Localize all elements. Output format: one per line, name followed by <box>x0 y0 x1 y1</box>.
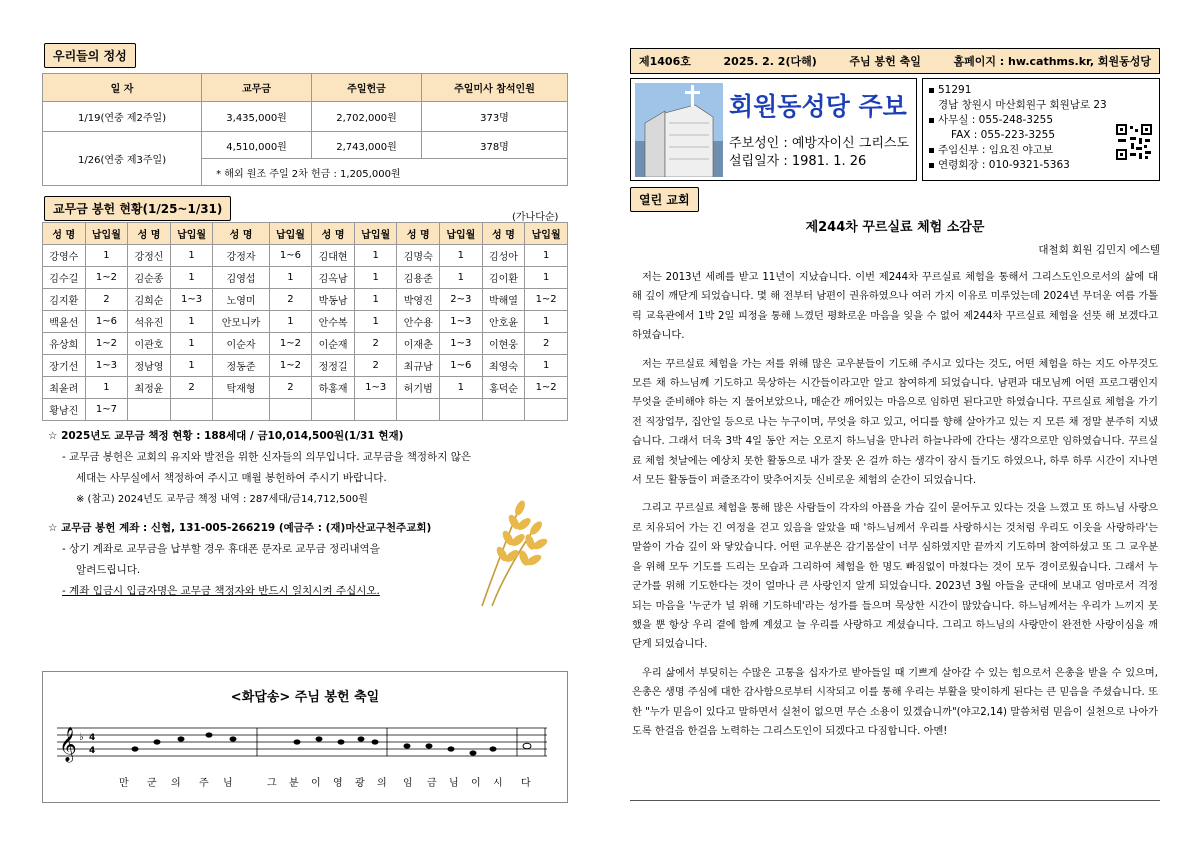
qr-code-icon[interactable] <box>1115 123 1153 161</box>
lyric-syllable: 주 <box>199 778 209 789</box>
offering-attendance: 378명 <box>421 132 567 159</box>
member-name: 하홍재 <box>312 377 355 399</box>
lyric-syllable: 군 <box>147 778 157 789</box>
paid-months: 1~2 <box>525 377 568 399</box>
paid-months: 1 <box>269 267 312 289</box>
paid-months: 2~3 <box>440 289 483 311</box>
svg-text:𝄞: 𝄞 <box>59 727 77 762</box>
song-title: <화답송> 주님 봉헌 축일 <box>230 690 380 705</box>
lyric-syllable: 이 <box>311 778 321 789</box>
member-name: 홍덕순 <box>482 377 525 399</box>
paid-months: 1~3 <box>354 377 397 399</box>
tithe-header: 성 명 <box>43 223 86 245</box>
tithe-section-tag: 교무금 봉헌 현황(1/25~1/31) <box>44 196 231 221</box>
paid-months <box>354 399 397 421</box>
founding-date: 설립일자 : 1981. 1. 26 <box>729 154 867 169</box>
member-name: 노영미 <box>213 289 269 311</box>
open-church-section-tag: 열린 교회 <box>630 187 699 212</box>
member-name: 김이환 <box>482 267 525 289</box>
paid-months: 1 <box>170 245 213 267</box>
member-name: 안수복 <box>312 311 355 333</box>
member-name: 최정윤 <box>128 377 171 399</box>
paid-months <box>170 399 213 421</box>
offering-date: 1/19(연중 제2주일) <box>43 102 202 132</box>
lyric-syllable: 다 <box>521 778 531 789</box>
lyric-syllable: 그 <box>267 778 277 789</box>
paid-months: 1~3 <box>85 355 128 377</box>
member-name: 김영섭 <box>213 267 269 289</box>
issue-number: 제1406호 <box>639 55 691 68</box>
article-body <box>632 268 1158 750</box>
paid-months: 1~2 <box>85 333 128 355</box>
tithe-status-text: - 교무금 봉헌은 교회의 유지와 발전을 위한 신자들의 의무입니다. 교무금을 책정하지 않은 <box>62 451 471 463</box>
table-row <box>43 289 568 311</box>
paid-months: 1 <box>354 311 397 333</box>
paid-months: 1~2 <box>85 267 128 289</box>
member-name: 박해열 <box>482 289 525 311</box>
lyric-syllable: 의 <box>171 778 181 789</box>
paid-months: 1~7 <box>85 399 128 421</box>
lyric-syllable: 님 <box>449 778 459 789</box>
member-name <box>482 399 525 421</box>
lyric-syllable: 금 <box>427 778 437 789</box>
tithe-header: 성 명 <box>128 223 171 245</box>
offering-header: 일 자 <box>43 74 202 102</box>
paid-months: 2 <box>269 289 312 311</box>
bulletin-title: 회원동성당 주보 <box>729 92 907 121</box>
feast-name: 주님 봉헌 축일 <box>849 55 921 68</box>
member-name: 정정길 <box>312 355 355 377</box>
offering-header: 교무금 <box>202 74 312 102</box>
lyric-syllable: 이 <box>471 778 481 789</box>
member-name: 석유진 <box>128 311 171 333</box>
tithe-status-heading: ☆ 2025년도 교무금 책정 현황 : 188세대 / 금10,014,500원(1/31 현재) <box>48 430 404 442</box>
paid-months: 1 <box>354 267 397 289</box>
paid-months: 1 <box>170 355 213 377</box>
offering-tithe: 4,510,000원 <box>202 132 312 159</box>
member-name <box>213 399 269 421</box>
offering-sunday: 2,702,000원 <box>312 102 422 132</box>
paid-months: 1~2 <box>269 333 312 355</box>
wheat-illustration <box>462 486 552 610</box>
tithe-header: 납입월 <box>269 223 312 245</box>
tithe-header: 납입월 <box>440 223 483 245</box>
paid-months <box>269 399 312 421</box>
member-name: 박동남 <box>312 289 355 311</box>
tithe-header: 성 명 <box>213 223 269 245</box>
office-phone: 사무실 : 055-248-3255 <box>938 114 1054 126</box>
paid-months: 1~2 <box>269 355 312 377</box>
member-name: 이현웅 <box>482 333 525 355</box>
paid-months: 1 <box>170 311 213 333</box>
paid-months: 1~3 <box>440 333 483 355</box>
address: 경남 창원시 마산회원구 회원남로 23 <box>938 99 1107 111</box>
member-name: 최영숙 <box>482 355 525 377</box>
member-name: 박영진 <box>397 289 440 311</box>
tithe-header: 납입월 <box>85 223 128 245</box>
paid-months <box>525 399 568 421</box>
tithe-header: 납입월 <box>170 223 213 245</box>
account-warning: - 계좌 입금시 입금자명은 교무금 책정자와 반드시 일치시켜 주십시오. <box>62 585 380 597</box>
member-name: 강정자 <box>213 245 269 267</box>
member-name: 김지환 <box>43 289 86 311</box>
offering-date: 1/26(연중 제3주일) <box>43 132 202 186</box>
member-name: 허기범 <box>397 377 440 399</box>
article-paragraph: 그리고 꾸르실료 체험을 통해 많은 사람들이 각자의 아픔을 가슴 깊이 묻어두고 있다는 것을 느꼈고 또 하느님 사랑으로 치유되어 가는 긴 여정을 걷고 있음을 알았을 때 '하느님께서 우리를 사랑하시는 것처럼 우리도 이웃을 사랑하라'는 말씀이 가슴 깊이 와 닿았습니다. 어떤 교우분은 감기몸살이 너무 심하였지만 끝까지 기도하며 참여하셨고 또 그 교우분을 위해 모두 기도를 드리는 모습과 그리하여 체험을 한 명도 빠짐없이 마쳤다는 것이 모두 경이로웠습니다. 그래서 누군가를 위해 기도한다는 것이 얼마나 큰 사랑인지 알게 되었습니다. 2023년 3월 아들을 군대에 보내고 엄마로서 걱정되는 마음을 '누군가 널 위해 기도하네'라는 성가를 들으며 묵상한 시간이 많았습니다. 하느님께서는 우리가 느끼지 못했을 뿐 항상 우리 곁에 함께 계셨고 늘 우리를 사랑하고 계셨습니다. 그리고 하느님의 사랑만이 완전한 사랑이심을 깨닫게 되었습니다. <box>632 503 1158 651</box>
member-name: 정동준 <box>213 355 269 377</box>
svg-text:4: 4 <box>89 746 96 756</box>
member-name: 안호윤 <box>482 311 525 333</box>
paid-months: 1 <box>440 377 483 399</box>
offering-header: 주일미사 참석인원 <box>421 74 567 102</box>
lyric-syllable: 님 <box>223 778 233 789</box>
table-row <box>43 377 568 399</box>
paid-months: 1 <box>354 289 397 311</box>
member-name: 강정신 <box>128 245 171 267</box>
bulletin-banner <box>630 78 917 181</box>
member-name: 백윤선 <box>43 311 86 333</box>
tithe-reference-note: ※ (참고) 2024년도 교무금 책정 내역 : 287세대/금14,712,500원 <box>76 494 368 505</box>
paid-months: 1 <box>269 311 312 333</box>
offering-section-tag: 우리들의 정성 <box>44 43 136 68</box>
lyric-syllable: 시 <box>493 778 503 789</box>
member-name: 김성아 <box>482 245 525 267</box>
paid-months: 2 <box>170 377 213 399</box>
paid-months: 1 <box>85 377 128 399</box>
member-name: 최윤려 <box>43 377 86 399</box>
member-name: 김옥남 <box>312 267 355 289</box>
article-title: 제244차 꾸르실료 체험 소감문 <box>805 220 985 235</box>
publisher-block <box>729 135 909 171</box>
pastor-name: 주임신부 : 임요진 야고보 <box>938 144 1053 156</box>
tithe-header: 성 명 <box>312 223 355 245</box>
table-row <box>43 355 568 377</box>
lyric-syllable: 임 <box>403 778 413 789</box>
patron-saint: 주보성인 : 예방자이신 그리스도 <box>729 136 910 151</box>
paid-months: 1~6 <box>85 311 128 333</box>
member-name: 이순재 <box>312 333 355 355</box>
paid-months: 1~3 <box>440 311 483 333</box>
paid-months: 1 <box>525 267 568 289</box>
member-name: 유상희 <box>43 333 86 355</box>
bullet-icon <box>929 148 934 153</box>
lyric-syllable: 만 <box>119 778 129 789</box>
tithe-table <box>42 222 568 421</box>
fax-number: FAX : 055-223-3255 <box>951 129 1056 141</box>
article-paragraph: 저는 꾸르실료 체험을 가는 저를 위해 많은 교우분들이 기도해 주시고 있다는 것도, 어떤 체험을 하는 지도 아무것도 모른 채 하느님께 기도하고 묵상하는 시간들이라고만 알고 참여하게 되었습니다. 남편과 대모님께 어떤 프로그램인지 무엇을 준비해야 하는 지 물어보았으나, 매순간 깨어있는 마음으로 임하면 된다고만 하였습니다. 꾸르실료 체험을 가기 전 직장업무, 집안일 등으로 나는 누구이며, 무엇을 하고 있고, 어디를 향해 살아가고 있는 지 모른 채 정말 분주히 지냈습니다. 그래서 더욱 3박 4일 동안 저는 오로지 하느님을 만나러 하늘나라에 간다는 생각으로만 임하였습니다. 꾸르실료 체험 첫날에는 예상치 못한 활동으로 내가 잘못 온 걸까 하는 생각이 잠시 들기도 하였으나, 하루 하루 시간이 지나면서 모든 활동들이 퍼즐조각이 맞추어지듯 신비로운 체험의 순간이 되었습니다. <box>632 358 1158 487</box>
homepage-link[interactable]: 홈페이지 : hw.cathms.kr, 회원동성당 <box>953 55 1151 68</box>
article-paragraph: 우리 삶에서 부딪히는 수많은 고통을 십자가로 받아들일 때 기쁘게 살아갈 수 있는 힘으로서 은총을 받을 수 있으며, 은총은 생명 주심에 대한 감사함으로부터 시작되고 이를 통해 우리는 부활을 맞이하게 된다는 큰 믿음을 주셨습니다. 또한 "누가 믿음이 있다고 말하면서 실천이 없으면 무슨 소용이 있겠습니까"(야고2,14) 말씀처럼 믿음이 실천으로 나아가도록 한걸음 한걸음 노력하는 그리스도인이 되겠다고 다짐합니다. 아멘! <box>632 667 1158 737</box>
member-name: 황남진 <box>43 399 86 421</box>
parish-info-box <box>922 78 1160 181</box>
member-name: 김용준 <box>397 267 440 289</box>
member-name: 김순종 <box>128 267 171 289</box>
offering-table <box>42 73 568 186</box>
order-note: (가나다순) <box>512 212 559 223</box>
paid-months: 1 <box>525 355 568 377</box>
paid-months: 2 <box>269 377 312 399</box>
paid-months <box>440 399 483 421</box>
bottom-rule <box>630 800 1160 801</box>
member-name: 김대현 <box>312 245 355 267</box>
responsorial-psalm-box <box>42 671 568 803</box>
member-name <box>128 399 171 421</box>
paid-months: 1 <box>170 267 213 289</box>
member-name <box>397 399 440 421</box>
postal-code: 51291 <box>938 84 972 96</box>
member-name: 이관호 <box>128 333 171 355</box>
svg-text:♭: ♭ <box>79 732 84 743</box>
paid-months: 1 <box>440 245 483 267</box>
funeral-committee-contact: 연령회장 : 010-9321-5363 <box>938 159 1070 171</box>
member-name: 김희순 <box>128 289 171 311</box>
paid-months: 1 <box>354 245 397 267</box>
offering-note: * 해외 원조 주일 2차 헌금 : 1,205,000원 <box>202 159 568 186</box>
paid-months: 1~3 <box>170 289 213 311</box>
member-name <box>312 399 355 421</box>
bullet-icon <box>929 118 934 123</box>
table-row <box>43 311 568 333</box>
article-paragraph: 저는 2013년 세례를 받고 11년이 지났습니다. 이번 제244차 꾸르실료 체험을 통해서 그리스도인으로서의 삶에 대해 깊이 깨닫게 되었습니다. 몇 해 전부터 남편이 권유하였으나 여러 가지 이유로 미루었는데 2024년 무더운 여름 가톨릭 교육관에서 1박 2일 피정을 통해 느꼈던 평화로운 마음을 잊을 수 없어 제244차 꾸르실료 체험을 선뜻 해 보겠다고 하였습니다. <box>632 272 1158 342</box>
member-name: 탁재형 <box>213 377 269 399</box>
music-staff <box>57 720 557 770</box>
table-row <box>43 267 568 289</box>
bullet-icon <box>929 163 934 168</box>
tithe-header: 납입월 <box>525 223 568 245</box>
church-building-icon <box>635 83 723 177</box>
lyric-syllable: 의 <box>377 778 387 789</box>
table-row <box>43 245 568 267</box>
member-name: 강영수 <box>43 245 86 267</box>
lyric-syllable: 영 <box>333 778 343 789</box>
account-text: 알려드립니다. <box>76 564 141 576</box>
offering-attendance: 373명 <box>421 102 567 132</box>
account-heading: ☆ 교무금 봉헌 계좌 : 신협, 131-005-266219 (예금주 : (재)마산교구천주교회) <box>48 522 432 534</box>
member-name: 김수길 <box>43 267 86 289</box>
member-name: 이순자 <box>213 333 269 355</box>
paid-months: 1~6 <box>440 355 483 377</box>
member-name: 정남영 <box>128 355 171 377</box>
member-name: 최규남 <box>397 355 440 377</box>
paid-months: 1~2 <box>525 289 568 311</box>
offering-sunday: 2,743,000원 <box>312 132 422 159</box>
article-byline: 대철회 회원 김민지 에스텔 <box>1038 244 1160 256</box>
paid-months: 2 <box>85 289 128 311</box>
member-name: 이재춘 <box>397 333 440 355</box>
lyric-syllable: 분 <box>289 778 299 789</box>
paid-months: 2 <box>354 333 397 355</box>
paid-months: 1 <box>85 245 128 267</box>
bullet-icon <box>929 88 934 93</box>
lyric-syllable: 광 <box>355 778 365 789</box>
paid-months: 1 <box>525 245 568 267</box>
tithe-header: 성 명 <box>397 223 440 245</box>
paid-months: 2 <box>525 333 568 355</box>
tithe-header: 성 명 <box>482 223 525 245</box>
member-name: 장기선 <box>43 355 86 377</box>
paid-months: 1~6 <box>269 245 312 267</box>
paid-months: 2 <box>354 355 397 377</box>
tithe-status-text: 세대는 사무실에서 책정하여 주시고 매월 봉헌하여 주시기 바랍니다. <box>76 472 387 484</box>
paid-months: 1 <box>170 333 213 355</box>
member-name: 안모니카 <box>213 311 269 333</box>
issue-date: 2025. 2. 2(다해) <box>723 55 817 68</box>
masthead-bar <box>630 48 1160 74</box>
tithe-header: 납입월 <box>354 223 397 245</box>
offering-header: 주일헌금 <box>312 74 422 102</box>
member-name: 김명숙 <box>397 245 440 267</box>
paid-months: 1 <box>440 267 483 289</box>
table-row <box>43 333 568 355</box>
paid-months: 1 <box>525 311 568 333</box>
member-name: 안수용 <box>397 311 440 333</box>
svg-text:4: 4 <box>89 733 96 743</box>
offering-tithe: 3,435,000원 <box>202 102 312 132</box>
account-text: - 상기 계좌로 교무금을 납부할 경우 휴대폰 문자로 교무금 정리내역을 <box>62 543 380 555</box>
table-row <box>43 399 568 421</box>
